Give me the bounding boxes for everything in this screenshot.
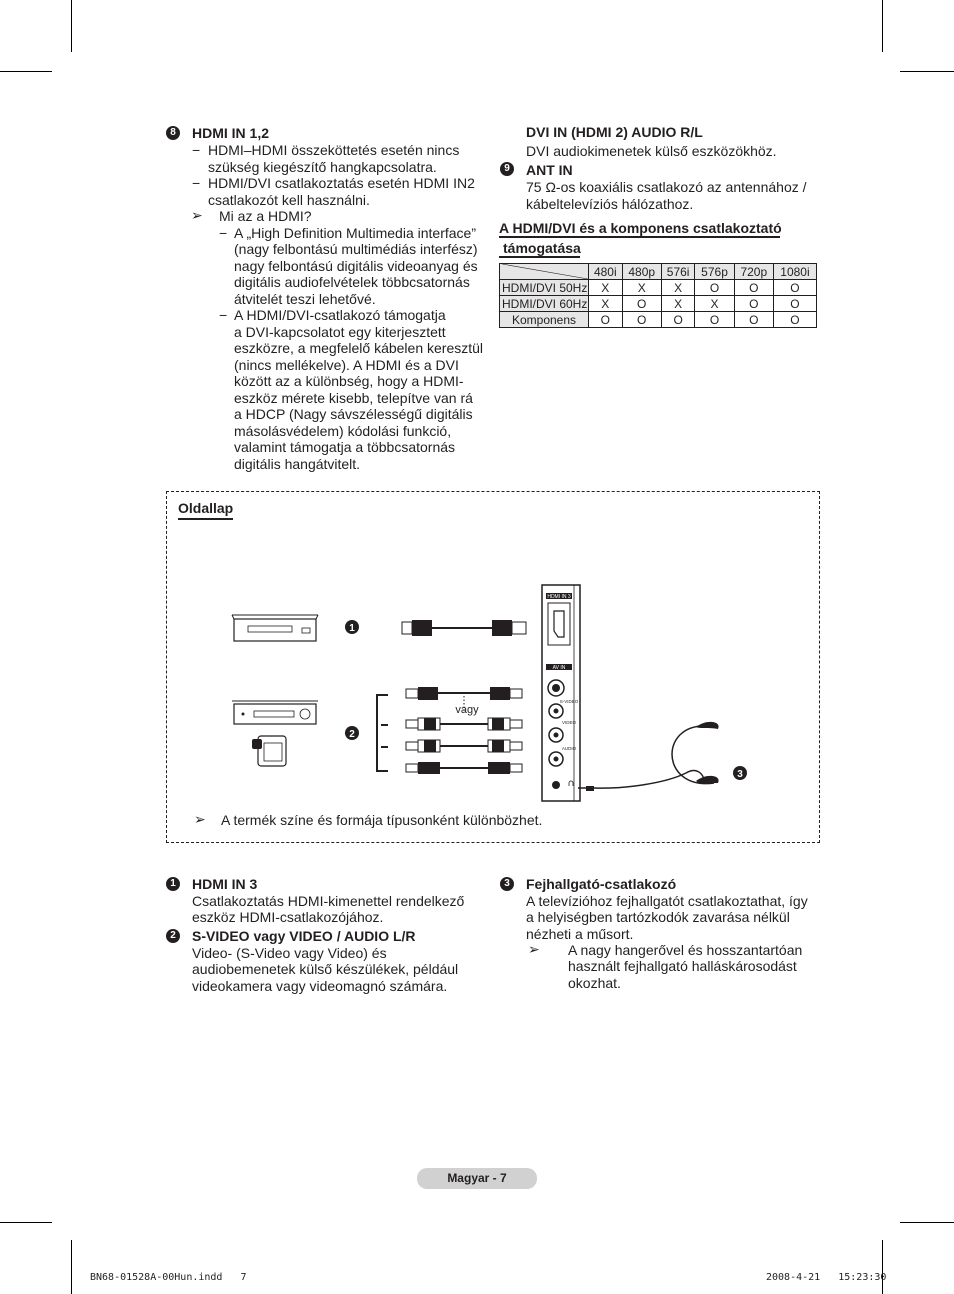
dash: −	[192, 142, 201, 158]
body-line: eszköz HDMI-csatlakozójához.	[192, 909, 384, 925]
item-title: HDMI IN 3	[192, 876, 258, 892]
body-line: csatlakozót kell használni.	[208, 191, 370, 208]
dash: −	[192, 175, 201, 191]
body-line: A „High Definition Multimedia interface”	[234, 224, 476, 241]
body-line: audiobemenetek külső készülékek, például	[192, 961, 459, 977]
rca-cable-icon	[406, 762, 522, 774]
note-title: Mi az a HDMI?	[219, 208, 312, 224]
table-cell: O	[773, 296, 816, 312]
body-line: Video- (S-Video vagy Video) és	[192, 944, 387, 961]
body-line: a helyiségben tartózkodók zavarása nélkül	[526, 909, 790, 925]
note-arrow-icon: ➢	[528, 941, 540, 957]
panel-label: AV IN	[552, 665, 566, 671]
heading-underline	[499, 236, 780, 238]
crop-mark	[882, 1240, 883, 1294]
panel-label: AUDIO	[561, 746, 577, 751]
side-panel-note: A termék színe és formája típusonként különbözhet.	[221, 812, 543, 828]
body-line: A nagy hangerővel és hosszantartóan	[568, 941, 803, 958]
rca-cable-icon	[406, 740, 522, 752]
item-title: Fejhallgató-csatlakozó	[526, 876, 677, 892]
body-line: (nincs mellékelve). A HDMI és a DVI	[234, 356, 459, 373]
column-header: 480i	[589, 264, 623, 280]
headphones-icon	[578, 722, 719, 791]
body-line: okozhat.	[568, 974, 621, 991]
column-header: 720p	[734, 264, 773, 280]
bracket	[381, 725, 388, 747]
page-label: Magyar - 7	[447, 1171, 507, 1185]
section-heading: támogatása	[503, 240, 581, 256]
body-line: másolásvédelem) kódolási funkció,	[234, 422, 452, 439]
table-cell: X	[622, 280, 661, 296]
crop-mark	[900, 71, 954, 72]
s-video-cable-icon	[406, 687, 522, 700]
column-header: 1080i	[773, 264, 816, 280]
body-line: DVI audiokimenetek külső eszközökhöz.	[526, 143, 777, 159]
crop-mark	[882, 0, 883, 52]
callout-number: 8	[166, 126, 180, 140]
table-cell: O	[695, 280, 734, 296]
hdmi-cable-icon	[402, 620, 526, 636]
crop-mark	[0, 1222, 52, 1223]
body-line: digitális audiofelvételek többcsatornás	[234, 274, 470, 290]
dvd-player-icon	[232, 615, 318, 641]
body-line: átvitelét teszi lehetővé.	[234, 290, 376, 307]
body-line: valamint támogatja a többcsatornás	[234, 439, 456, 455]
column-header: 576p	[695, 264, 734, 280]
body-line: Csatlakoztatás HDMI-kimenettel rendelkező	[192, 892, 465, 909]
body-line: kábeltelevíziós hálózathoz.	[526, 195, 694, 212]
panel-label: VIDEO	[561, 720, 577, 725]
table-cell: O	[773, 280, 816, 296]
row-header: HDMI/DVI 50Hz	[500, 280, 589, 296]
body-line: HDMI–HDMI összeköttetés esetén nincs	[208, 142, 460, 158]
diagonal-line	[502, 264, 588, 279]
column-header: 480p	[622, 264, 661, 280]
camcorder-icon	[252, 736, 286, 766]
crop-mark	[900, 1222, 954, 1223]
footer-date: 2008-4-21 15:23:30	[766, 1272, 887, 1283]
callout-number: 2	[166, 929, 180, 943]
table-cell: O	[734, 296, 773, 312]
dash: −	[219, 224, 228, 241]
table-cell: X	[661, 280, 695, 296]
body-line: A televízióhoz fejhallgatót csatlakoztathat, így	[526, 892, 808, 909]
vcr-icon	[232, 701, 318, 724]
connection-diagram	[166, 491, 818, 811]
panel-label: S-VIDEO	[559, 699, 579, 704]
heading-underline	[499, 256, 580, 258]
table-cell: X	[589, 296, 623, 312]
table-cell: O	[622, 296, 661, 312]
row-header: HDMI/DVI 60Hz	[500, 296, 589, 312]
bracket	[377, 695, 388, 771]
crop-mark	[71, 0, 72, 52]
body-line: (nagy felbontású multimédiás interfész)	[234, 241, 478, 257]
table-row	[500, 296, 817, 312]
crop-mark	[0, 71, 52, 72]
table-corner	[500, 264, 589, 280]
table-row	[500, 312, 817, 328]
item-title: ANT IN	[526, 162, 573, 178]
callout-number: 3	[737, 769, 743, 780]
rca-cable-icon	[406, 718, 522, 730]
body-line: 75 Ω-os koaxiális csatlakozó az antennához /	[526, 179, 807, 195]
or-label: vagy	[455, 704, 479, 716]
column-header: 576i	[661, 264, 695, 280]
side-panel-title: Oldallap	[178, 500, 233, 520]
body-line: HDMI/DVI csatlakoztatás esetén HDMI IN2	[208, 175, 475, 191]
body-line: nézheti a műsort.	[526, 925, 634, 942]
item-title: S-VIDEO vagy VIDEO / AUDIO L/R	[192, 928, 416, 944]
table-cell: O	[661, 312, 695, 328]
body-line: A HDMI/DVI-csatlakozó támogatja	[234, 307, 446, 323]
body-line: szükség kiegészítő hangkapcsolatra.	[208, 158, 437, 175]
callout-number: 1	[166, 877, 180, 891]
table-cell: X	[661, 296, 695, 312]
body-line: digitális hangátvitelt.	[234, 455, 361, 472]
tv-side-panel	[542, 585, 580, 801]
callout-number: 1	[349, 623, 355, 634]
note-arrow-icon: ➢	[194, 811, 206, 827]
table-cell: X	[589, 280, 623, 296]
item-title: DVI IN (HDMI 2) AUDIO R/L	[526, 124, 703, 140]
body-line: eszközre, a megfelelő kábelen keresztül	[234, 340, 484, 356]
body-line: videokamera vagy videomagnó számára.	[192, 977, 448, 994]
note-arrow-icon: ➢	[191, 207, 203, 223]
dash: −	[219, 307, 228, 323]
callout-number: 2	[349, 729, 355, 740]
panel-label: HDMI IN 3	[547, 594, 571, 600]
table-cell: O	[622, 312, 661, 328]
table-cell: O	[695, 312, 734, 328]
table-cell: O	[734, 280, 773, 296]
body-line: a DVI-kapcsolatot egy kiterjesztett	[234, 323, 446, 340]
callout-number: 9	[500, 162, 514, 176]
body-line: nagy felbontású digitális videoanyag és	[234, 257, 478, 274]
table-cell: O	[773, 312, 816, 328]
section-heading: A HDMI/DVI és a komponens csatlakoztató	[499, 220, 782, 236]
item-title: HDMI IN 1,2	[192, 125, 270, 141]
table-row	[500, 280, 817, 296]
footer-file: BN68-01528A-00Hun.indd 7	[90, 1272, 247, 1283]
table-cell: O	[734, 312, 773, 328]
body-line: használt fejhallgató halláskárosodást	[568, 958, 797, 974]
body-line: között az a különbség, hogy a HDMI-	[234, 373, 464, 389]
table-cell: X	[695, 296, 734, 312]
crop-mark	[71, 1240, 72, 1294]
callout-number: 3	[500, 877, 514, 891]
row-header: Komponens	[500, 312, 589, 328]
body-line: eszköz mérete kisebb, telepítve van rá	[234, 389, 473, 406]
support-table	[499, 263, 817, 328]
table-cell: O	[589, 312, 623, 328]
body-line: a HDCP (Nagy sávszélességű digitális	[234, 406, 473, 422]
